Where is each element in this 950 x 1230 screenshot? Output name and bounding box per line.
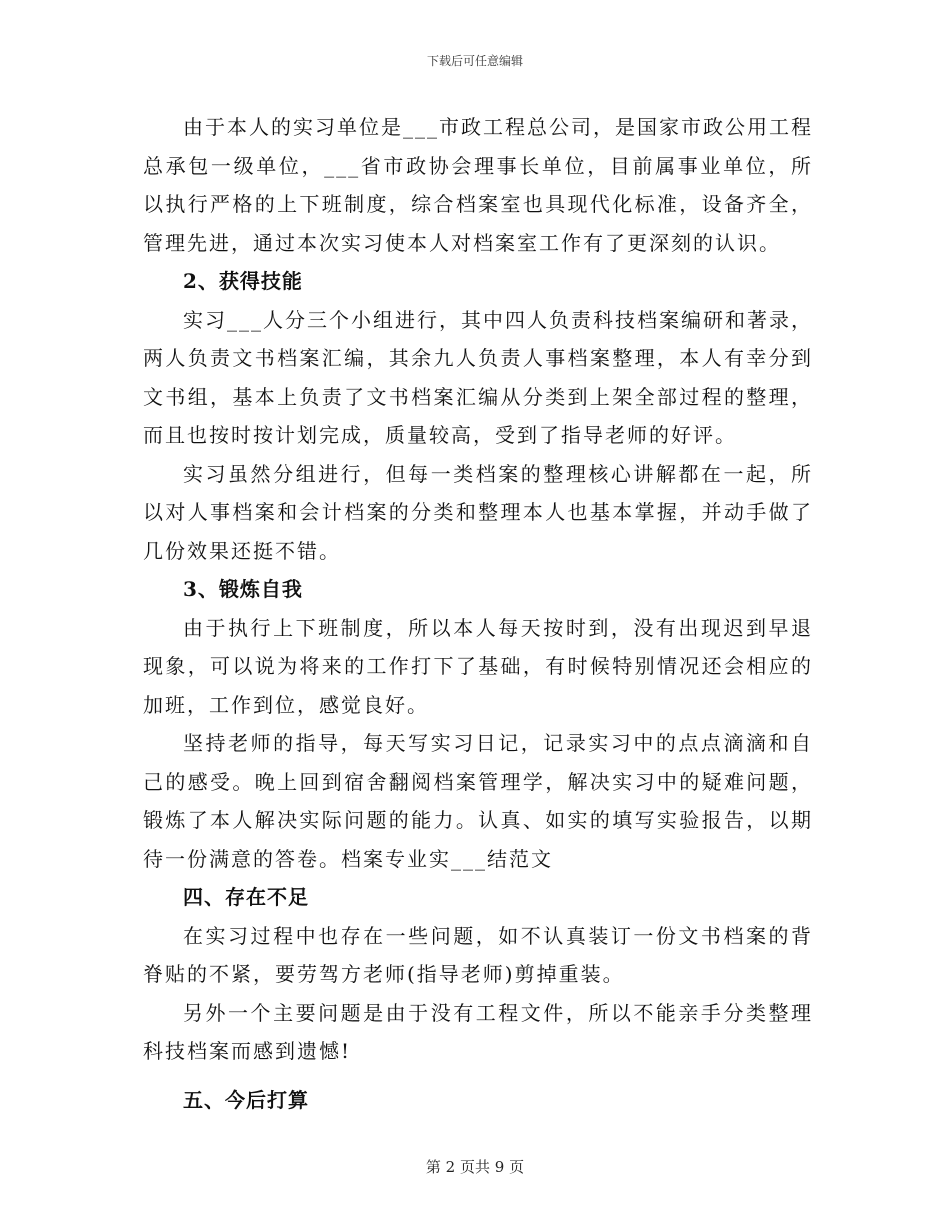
section-heading-self-training: 3、锻炼自我 (183, 577, 303, 601)
paragraph-skills-groups: 实习___人分三个小组进行，其中四人负责科技档案编研和著录，两人负责文书档案汇编，其余九人负责人事档案整理，本人有幸分到文书组，基本上负责了文书档案汇编从分类到上架全部过程的整理，而且也按时按计划完成，质量较高，受到了指导老师的好评。 (143, 307, 813, 447)
page-number-footer: 第 2 页共 9 页 (425, 1158, 525, 1176)
section-heading-shortcomings: 四、存在不足 (183, 885, 309, 909)
page-header: 下载后可任意编辑 (426, 54, 523, 68)
paragraph-internship-unit: 由于本人的实习单位是___市政工程总公司，是国家市政公用工程总承包一级单位，___省市政协会理事长单位，目前属事业单位，所以执行严格的上下班制度，综合档案室也具现代化标准，设备齐全，管理先进，通过本次实习使本人对档案室工作有了更深刻的认识。 (143, 115, 813, 255)
paragraph-main-issue: 另外一个主要问题是由于没有工程文件，所以不能亲手分类整理科技档案而感到遗憾! (143, 1000, 813, 1063)
document-body (143, 108, 813, 1119)
section-heading-future-plans: 五、今后打算 (183, 1087, 309, 1112)
paragraph-skills-mastery: 实习虽然分组进行，但每一类档案的整理核心讲解都在一起，所以对人事档案和会计档案的分类和整理本人也基本掌握，并动手做了几份效果还挺不错。 (143, 461, 813, 563)
paragraph-attendance: 由于执行上下班制度，所以本人每天按时到，没有出现迟到早退现象，可以说为将来的工作打下了基础，有时候特别情况还会相应的加班，工作到位，感觉良好。 (143, 615, 813, 717)
section-heading-skills: 2、获得技能 (183, 269, 303, 293)
paragraph-binding-issue: 在实习过程中也存在一些问题，如不认真装订一份文书档案的背脊贴的不紧，要劳驾方老师(指导老师)剪掉重装。 (143, 923, 813, 986)
paragraph-diary: 坚持老师的指导，每天写实习日记，记录实习中的点点滴滴和自己的感受。晚上回到宿舍翻阅档案管理学，解决实习中的疑难问题，锻炼了本人解决实际问题的能力。认真、如实的填写实验报告，以期待一份满意的答卷。档案专业实___结范文 (143, 731, 813, 871)
